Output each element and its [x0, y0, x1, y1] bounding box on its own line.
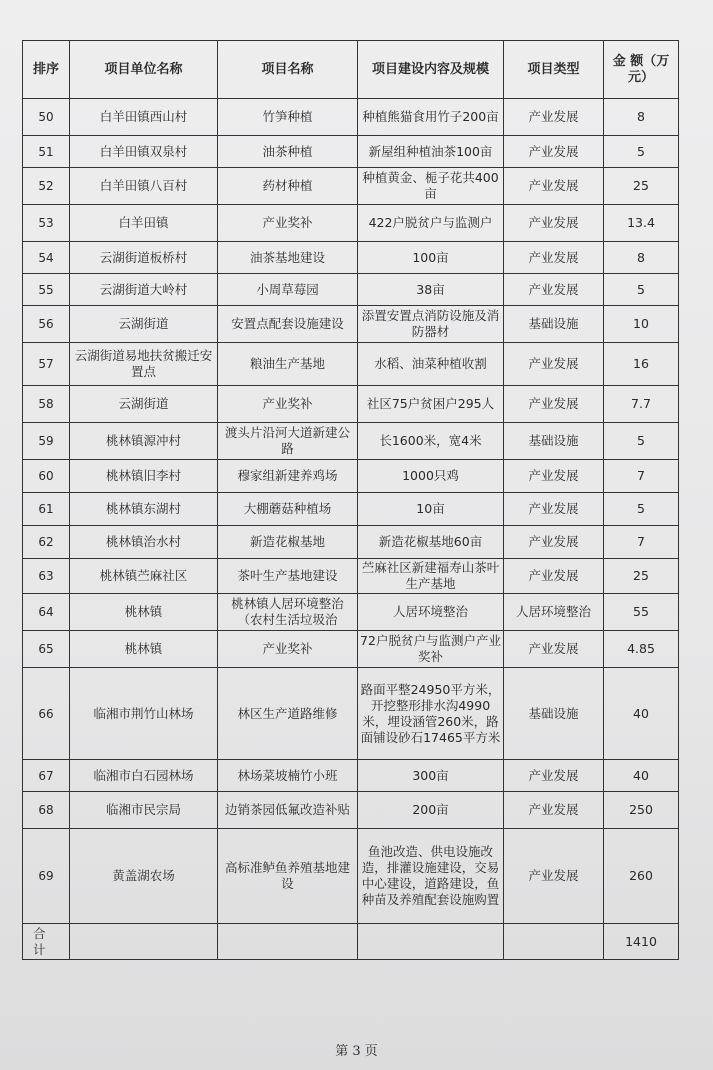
- row-seq: 51: [23, 136, 70, 168]
- row-amount: 7.7: [604, 386, 679, 423]
- table-row: [23, 423, 679, 460]
- row-name: 油茶基地建设: [218, 242, 358, 274]
- total-empty-cell: [70, 924, 218, 960]
- row-amount: 25: [604, 168, 679, 205]
- total-empty-cell: [218, 924, 358, 960]
- row-type: 产业发展: [504, 136, 604, 168]
- row-name: 油茶种植: [218, 136, 358, 168]
- row-content: 水稻、油菜种植收割: [358, 343, 504, 386]
- row-type: 产业发展: [504, 631, 604, 668]
- row-name: 大棚蘑菇种植场: [218, 493, 358, 526]
- row-unit: 白羊田镇西山村: [70, 99, 218, 136]
- table-row: [23, 559, 679, 594]
- row-name: 药材种植: [218, 168, 358, 205]
- row-content: 200亩: [358, 792, 504, 829]
- row-seq: 69: [23, 829, 70, 924]
- row-seq: 65: [23, 631, 70, 668]
- row-type: 产业发展: [504, 343, 604, 386]
- row-seq: 54: [23, 242, 70, 274]
- total-amount: 1410: [604, 924, 679, 960]
- row-amount: 260: [604, 829, 679, 924]
- row-name: 茶叶生产基地建设: [218, 559, 358, 594]
- row-unit: 云湖街道: [70, 306, 218, 343]
- row-seq: 62: [23, 526, 70, 559]
- row-seq: 68: [23, 792, 70, 829]
- row-type: 产业发展: [504, 386, 604, 423]
- row-unit: 桃林镇旧李村: [70, 460, 218, 493]
- row-name: 高标准鲈鱼养殖基地建设: [218, 829, 358, 924]
- row-amount: 40: [604, 668, 679, 760]
- row-amount: 10: [604, 306, 679, 343]
- row-seq: 57: [23, 343, 70, 386]
- row-type: 产业发展: [504, 493, 604, 526]
- row-amount: 5: [604, 136, 679, 168]
- row-type: 产业发展: [504, 205, 604, 242]
- row-unit: 黄盖湖农场: [70, 829, 218, 924]
- row-unit: 临湘市民宗局: [70, 792, 218, 829]
- row-unit: 桃林镇: [70, 594, 218, 631]
- row-name: 边销茶园低氟改造补贴: [218, 792, 358, 829]
- row-content: 300亩: [358, 760, 504, 792]
- row-content: 新屋组种植油茶100亩: [358, 136, 504, 168]
- row-amount: 13.4: [604, 205, 679, 242]
- row-content: 长1600米，宽4米: [358, 423, 504, 460]
- row-content: 100亩: [358, 242, 504, 274]
- row-type: 产业发展: [504, 168, 604, 205]
- row-content: 添置安置点消防设施及消防器材: [358, 306, 504, 343]
- row-amount: 4.85: [604, 631, 679, 668]
- row-content: 38亩: [358, 274, 504, 306]
- row-seq: 50: [23, 99, 70, 136]
- row-name: 桃林镇人居环境整治（农村生活垃圾治: [218, 594, 358, 631]
- header-name: 项目名称: [218, 41, 358, 99]
- row-amount: 55: [604, 594, 679, 631]
- row-content: 人居环境整治: [358, 594, 504, 631]
- table-row: [23, 792, 679, 829]
- row-seq: 55: [23, 274, 70, 306]
- header-row: [23, 41, 679, 99]
- row-content: 种植熊猫食用竹子200亩: [358, 99, 504, 136]
- row-name: 新造花椒基地: [218, 526, 358, 559]
- row-seq: 58: [23, 386, 70, 423]
- row-content: 新造花椒基地60亩: [358, 526, 504, 559]
- row-amount: 8: [604, 99, 679, 136]
- table-row: [23, 205, 679, 242]
- row-name: 小周草莓园: [218, 274, 358, 306]
- row-unit: 临湘市白石园林场: [70, 760, 218, 792]
- row-content: 社区75户贫困户295人: [358, 386, 504, 423]
- row-unit: 桃林镇苎麻社区: [70, 559, 218, 594]
- table-row: [23, 99, 679, 136]
- total-label: 合计: [23, 924, 70, 960]
- row-type: 产业发展: [504, 559, 604, 594]
- header-unit: 项目单位名称: [70, 41, 218, 99]
- table-row: [23, 274, 679, 306]
- row-unit: 白羊田镇: [70, 205, 218, 242]
- row-content: 路面平整24950平方米，开挖整形排水沟4990米，埋设涵管260米，路面铺设砂石17465平方米: [358, 668, 504, 760]
- header-seq: 排序: [23, 41, 70, 99]
- row-type: 产业发展: [504, 829, 604, 924]
- project-table: [22, 40, 679, 960]
- table-row: [23, 493, 679, 526]
- table-row: [23, 829, 679, 924]
- row-unit: 白羊田镇双泉村: [70, 136, 218, 168]
- row-type: 产业发展: [504, 242, 604, 274]
- row-seq: 61: [23, 493, 70, 526]
- header-type: 项目类型: [504, 41, 604, 99]
- row-content: 种植黄金、栀子花共400亩: [358, 168, 504, 205]
- row-seq: 66: [23, 668, 70, 760]
- table-row: [23, 760, 679, 792]
- table-row: [23, 306, 679, 343]
- row-type: 产业发展: [504, 274, 604, 306]
- header-amount: 金 额（万元）: [604, 41, 679, 99]
- row-name: 产业奖补: [218, 386, 358, 423]
- row-unit: 桃林镇东湖村: [70, 493, 218, 526]
- row-name: 林区生产道路维修: [218, 668, 358, 760]
- row-seq: 64: [23, 594, 70, 631]
- row-amount: 5: [604, 274, 679, 306]
- table-row: [23, 168, 679, 205]
- table-row: [23, 460, 679, 493]
- row-amount: 250: [604, 792, 679, 829]
- row-content: 苎麻社区新建福寿山茶叶生产基地: [358, 559, 504, 594]
- row-type: 产业发展: [504, 99, 604, 136]
- total-empty-cell: [504, 924, 604, 960]
- row-amount: 7: [604, 460, 679, 493]
- row-type: 基础设施: [504, 306, 604, 343]
- row-type: 产业发展: [504, 792, 604, 829]
- row-content: 72户脱贫户与监测户产业奖补: [358, 631, 504, 668]
- row-content: 10亩: [358, 493, 504, 526]
- row-seq: 67: [23, 760, 70, 792]
- row-unit: 白羊田镇八百村: [70, 168, 218, 205]
- row-unit: 云湖街道: [70, 386, 218, 423]
- row-amount: 5: [604, 423, 679, 460]
- row-name: 竹笋种植: [218, 99, 358, 136]
- row-seq: 59: [23, 423, 70, 460]
- row-name: 产业奖补: [218, 631, 358, 668]
- row-type: 产业发展: [504, 760, 604, 792]
- row-unit: 桃林镇治水村: [70, 526, 218, 559]
- row-amount: 25: [604, 559, 679, 594]
- row-name: 穆家组新建养鸡场: [218, 460, 358, 493]
- row-unit: 桃林镇源冲村: [70, 423, 218, 460]
- row-name: 林场菜坡楠竹小班: [218, 760, 358, 792]
- row-amount: 7: [604, 526, 679, 559]
- row-name: 粮油生产基地: [218, 343, 358, 386]
- row-amount: 16: [604, 343, 679, 386]
- row-content: 422户脱贫户与监测户: [358, 205, 504, 242]
- row-seq: 63: [23, 559, 70, 594]
- row-name: 产业奖补: [218, 205, 358, 242]
- row-amount: 5: [604, 493, 679, 526]
- header-content: 项目建设内容及规模: [358, 41, 504, 99]
- row-type: 基础设施: [504, 423, 604, 460]
- row-seq: 53: [23, 205, 70, 242]
- row-unit: 云湖街道大岭村: [70, 274, 218, 306]
- table-row: [23, 136, 679, 168]
- row-type: 产业发展: [504, 526, 604, 559]
- row-name: 渡头片沿河大道新建公路: [218, 423, 358, 460]
- row-unit: 桃林镇: [70, 631, 218, 668]
- table-row: [23, 242, 679, 274]
- row-unit: 临湘市荆竹山林场: [70, 668, 218, 760]
- row-unit: 云湖街道易地扶贫搬迁安置点: [70, 343, 218, 386]
- table-row: [23, 343, 679, 386]
- table-row: [23, 386, 679, 423]
- total-row: [23, 924, 679, 960]
- table-row: [23, 526, 679, 559]
- page-number: 第 3 页: [335, 1044, 378, 1059]
- row-content: 1000只鸡: [358, 460, 504, 493]
- row-amount: 8: [604, 242, 679, 274]
- row-type: 人居环境整治: [504, 594, 604, 631]
- row-amount: 40: [604, 760, 679, 792]
- table-row: [23, 631, 679, 668]
- table-row: [23, 594, 679, 631]
- row-seq: 52: [23, 168, 70, 205]
- row-type: 产业发展: [504, 460, 604, 493]
- row-type: 基础设施: [504, 668, 604, 760]
- row-content: 鱼池改造、供电设施改造，排灌设施建设，交易中心建设，道路建设，鱼种苗及养殖配套设施购置: [358, 829, 504, 924]
- total-empty-cell: [358, 924, 504, 960]
- table-row: [23, 668, 679, 760]
- row-unit: 云湖街道板桥村: [70, 242, 218, 274]
- row-name: 安置点配套设施建设: [218, 306, 358, 343]
- row-seq: 56: [23, 306, 70, 343]
- row-seq: 60: [23, 460, 70, 493]
